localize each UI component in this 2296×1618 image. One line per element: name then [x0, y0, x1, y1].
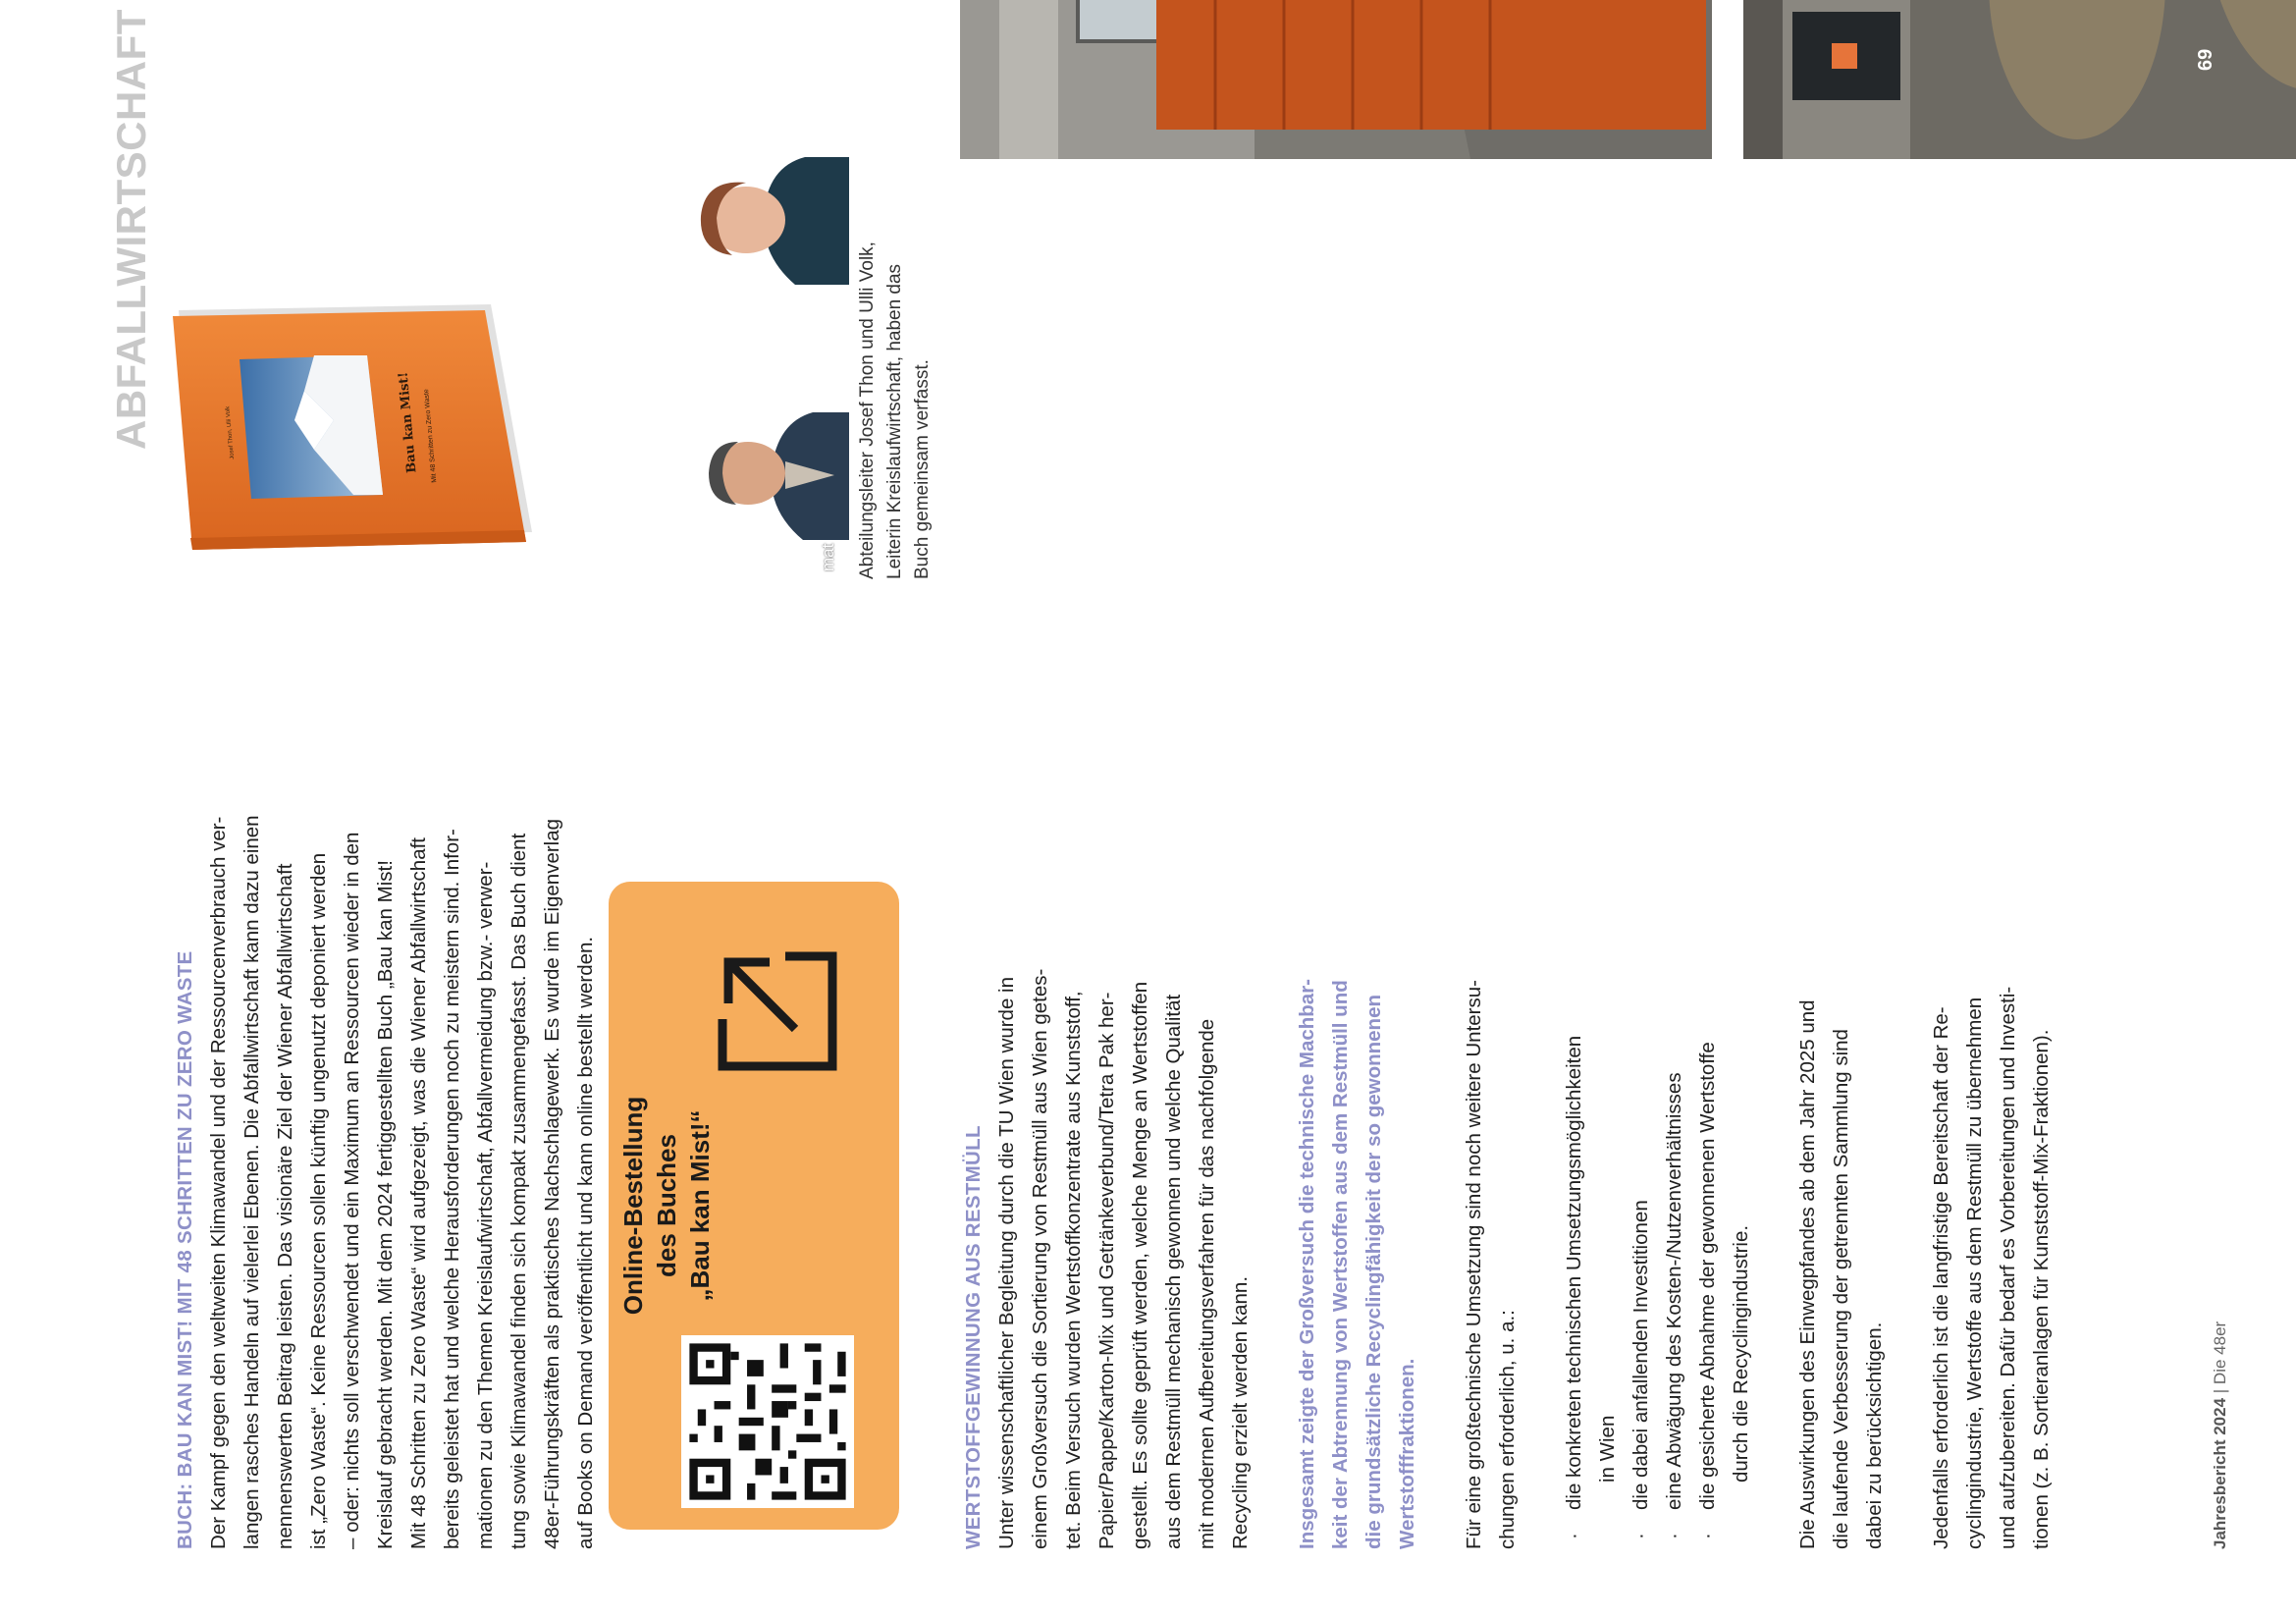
- order-title-line: Online-Bestellung: [618, 1096, 648, 1316]
- text-line: – oder: nichts soll verschwendet und ein Maximum an Ressourcen wieder in den: [341, 832, 363, 1549]
- list-item-line: die konkreten technischen Umsetzungsmöglichkeiten: [1563, 1035, 1585, 1510]
- text-line: langen rasches Handeln auf vielerlei Ebenen. Die Abfallwirtschaft kann dazu einen: [240, 815, 263, 1549]
- book-section: [169, 587, 603, 1549]
- section-header: ABFALLWIRTSCHAFT: [108, 9, 154, 450]
- recycling-section: [957, 764, 2058, 1549]
- text-line: 48er-Führungskräften als praktisches Nachschlagewerk. Es wurde im Eigenverlag: [541, 818, 563, 1549]
- recycling-intro: [1458, 764, 1524, 1549]
- list-item: [1691, 764, 1758, 1549]
- text-line: Kreislauf gebracht werden. Mit dem 2024 fertiggestellten Buch „Bau kan Mist!: [374, 860, 397, 1549]
- caption-line: Abteilungsleiter Josef Thon und Ulli Volk,: [857, 242, 878, 579]
- requirements-list: [1558, 764, 1758, 1549]
- list-item-line: eine Abwägung des Kosten-/Nutzenverhältnisses: [1663, 1072, 1685, 1510]
- book-section-body: [202, 587, 603, 1549]
- lead-line: Insgesamt zeigte der Großversuch die technische Machbar-: [1296, 978, 1318, 1549]
- text-line: Jedenfalls erforderlich ist die langfristige Bereitschaft der Re-: [1930, 1006, 1952, 1549]
- text-line: Der Kampf gegen den weltweiten Klimawandel und der Ressourcenverbrauch ver-: [207, 816, 230, 1549]
- text-line: dabei zu berücksichtigen.: [1863, 1321, 1886, 1549]
- text-line: cyclingindustrie, Wertstoffe aus dem Restmüll zu übernehmen: [1963, 997, 1986, 1549]
- caption-line: Buch gemeinsam verfasst.: [912, 359, 933, 579]
- list-item-line: die gesicherte Abnahme der gewonnenen Wertstoffe: [1696, 1042, 1719, 1510]
- text-line: nennenswerten Beitrag leisten. Das visionäre Ziel der Wiener Abfallwirtschaft: [274, 863, 296, 1549]
- footer-report: Jahresbericht 2024: [2211, 1397, 2229, 1549]
- lead-line: keit der Abtrennung von Wertstoffen aus dem Restmüll und: [1329, 980, 1352, 1549]
- qr-code-icon[interactable]: [681, 1335, 854, 1508]
- recycling-paragraph-2: [1791, 764, 1892, 1549]
- bullet-icon: ·: [1629, 1533, 1652, 1539]
- text-line: auf Books on Demand veröffentlicht und kann online bestellt werden.: [574, 936, 597, 1549]
- book-section-heading: BUCH: BAU KAN MIST! MIT 48 SCHRITTEN ZU ZERO WASTE: [174, 950, 196, 1549]
- list-item: [1625, 764, 1658, 1549]
- bullet-icon: ·: [1563, 1533, 1585, 1539]
- order-title-line: „Bau kan Mist!“: [685, 1109, 715, 1302]
- text-line: mit modernen Aufbereitungsverfahren für das nachfolgende: [1196, 1018, 1218, 1549]
- recycling-section-body: [990, 764, 1257, 1549]
- text-line: die laufende Verbesserung der getrennten Sammlung sind: [1830, 1029, 1852, 1549]
- text-line: bereits geleistet hat und welche Herausforderungen noch zu meistern sind. Infor-: [441, 829, 463, 1549]
- text-line: aus dem Restmüll mechanisch gewonnen und welche Qualität: [1162, 994, 1185, 1549]
- list-item: [1658, 764, 1691, 1549]
- text-line: und aufzubereiten. Dafür bedarf es Vorbereitungen und Investi-: [1997, 986, 2019, 1549]
- photo-credit: mat: [819, 543, 837, 571]
- footer-brand: Die 48er: [2211, 1321, 2229, 1385]
- book-subtitle: Mit 48 Schritten zu Zero Waste: [423, 388, 439, 483]
- order-title-line: des Buches: [652, 1134, 681, 1277]
- portrait-caption: [854, 108, 936, 579]
- text-line: tionen (z. B. Sortieranlagen für Kunststoff-Mix-Fraktionen).: [2030, 1029, 2053, 1549]
- text-line: Papier/Pappe/Karton-Mix und Getränkeverbund/Tetra Pak her-: [1095, 992, 1118, 1549]
- book-author: Josef Thon, Ulli Volk: [225, 405, 237, 459]
- bullet-icon: ·: [1663, 1533, 1685, 1539]
- text-line: chungen erforderlich, u. a.:: [1496, 1310, 1519, 1549]
- lead-line: die grundsätzliche Recyclingfähigkeit der so gewonnenen: [1362, 994, 1385, 1549]
- text-line: einem Großversuch die Sortierung von Restmüll aus Wien getes-: [1029, 968, 1051, 1549]
- authors-portrait-photo: [687, 116, 849, 579]
- list-item-line: die dabei anfallenden Investitionen: [1629, 1200, 1652, 1510]
- recycling-section-heading: WERTSTOFFGEWINNUNG AUS RESTMÜLL: [962, 1125, 985, 1549]
- lead-line: Wertstofffraktionen.: [1396, 1358, 1418, 1549]
- sorting-plant-photo: [960, 0, 1712, 159]
- recycling-paragraph-3: [1925, 764, 2058, 1549]
- online-order-title: [616, 1088, 717, 1323]
- book-cover-image: [167, 263, 560, 567]
- book-title: Bau kan Mist!: [396, 371, 420, 474]
- list-item-line: in Wien: [1596, 1415, 1619, 1483]
- footer-separator: |: [2211, 1388, 2229, 1394]
- online-order-box[interactable]: [609, 882, 899, 1530]
- page-footer: [2211, 1321, 2230, 1549]
- text-line: gestellt. Es sollte geprüft werden, welche Menge an Wertstoffen: [1129, 981, 1151, 1549]
- text-line: Unter wissenschaftlicher Begleitung durch die TU Wien wurde in: [995, 976, 1018, 1549]
- text-line: Recycling erzielt werden kann.: [1229, 1275, 1252, 1549]
- text-line: tet. Beim Versuch wurden Wertstoffkonzentrate aus Kunststoff,: [1062, 991, 1085, 1549]
- list-item-line: durch die Recyclingindustrie.: [1730, 1224, 1752, 1483]
- text-line: mationen zu den Themen Kreislaufwirtschaft, Abfallvermeidung bzw.- verwer-: [474, 861, 497, 1549]
- page-number: 69: [2195, 48, 2216, 71]
- list-item: [1558, 764, 1625, 1549]
- bullet-icon: ·: [1696, 1533, 1719, 1539]
- external-link-arrow-icon[interactable]: [711, 944, 844, 1078]
- text-line: tung sowie Klimawandel finden sich kompakt zusammengefasst. Das Buch dient: [507, 833, 530, 1549]
- caption-line: Leiterin Kreislaufwirtschaft, haben das: [884, 263, 905, 579]
- waste-piles-photo: [1743, 0, 2296, 159]
- text-line: ist „Zero Waste“. Keine Ressourcen sollen künftig ungenutzt deponiert werden: [307, 852, 330, 1549]
- text-line: Für eine großtechnische Umsetzung sind noch weitere Untersu-: [1463, 980, 1485, 1549]
- recycling-lead: [1291, 764, 1424, 1549]
- text-line: Mit 48 Schritten zu Zero Waste“ wird aufgezeigt, was die Wiener Abfallwirtschaft: [407, 837, 430, 1549]
- text-line: Die Auswirkungen des Einwegpfandes ab dem Jahr 2025 und: [1796, 999, 1819, 1549]
